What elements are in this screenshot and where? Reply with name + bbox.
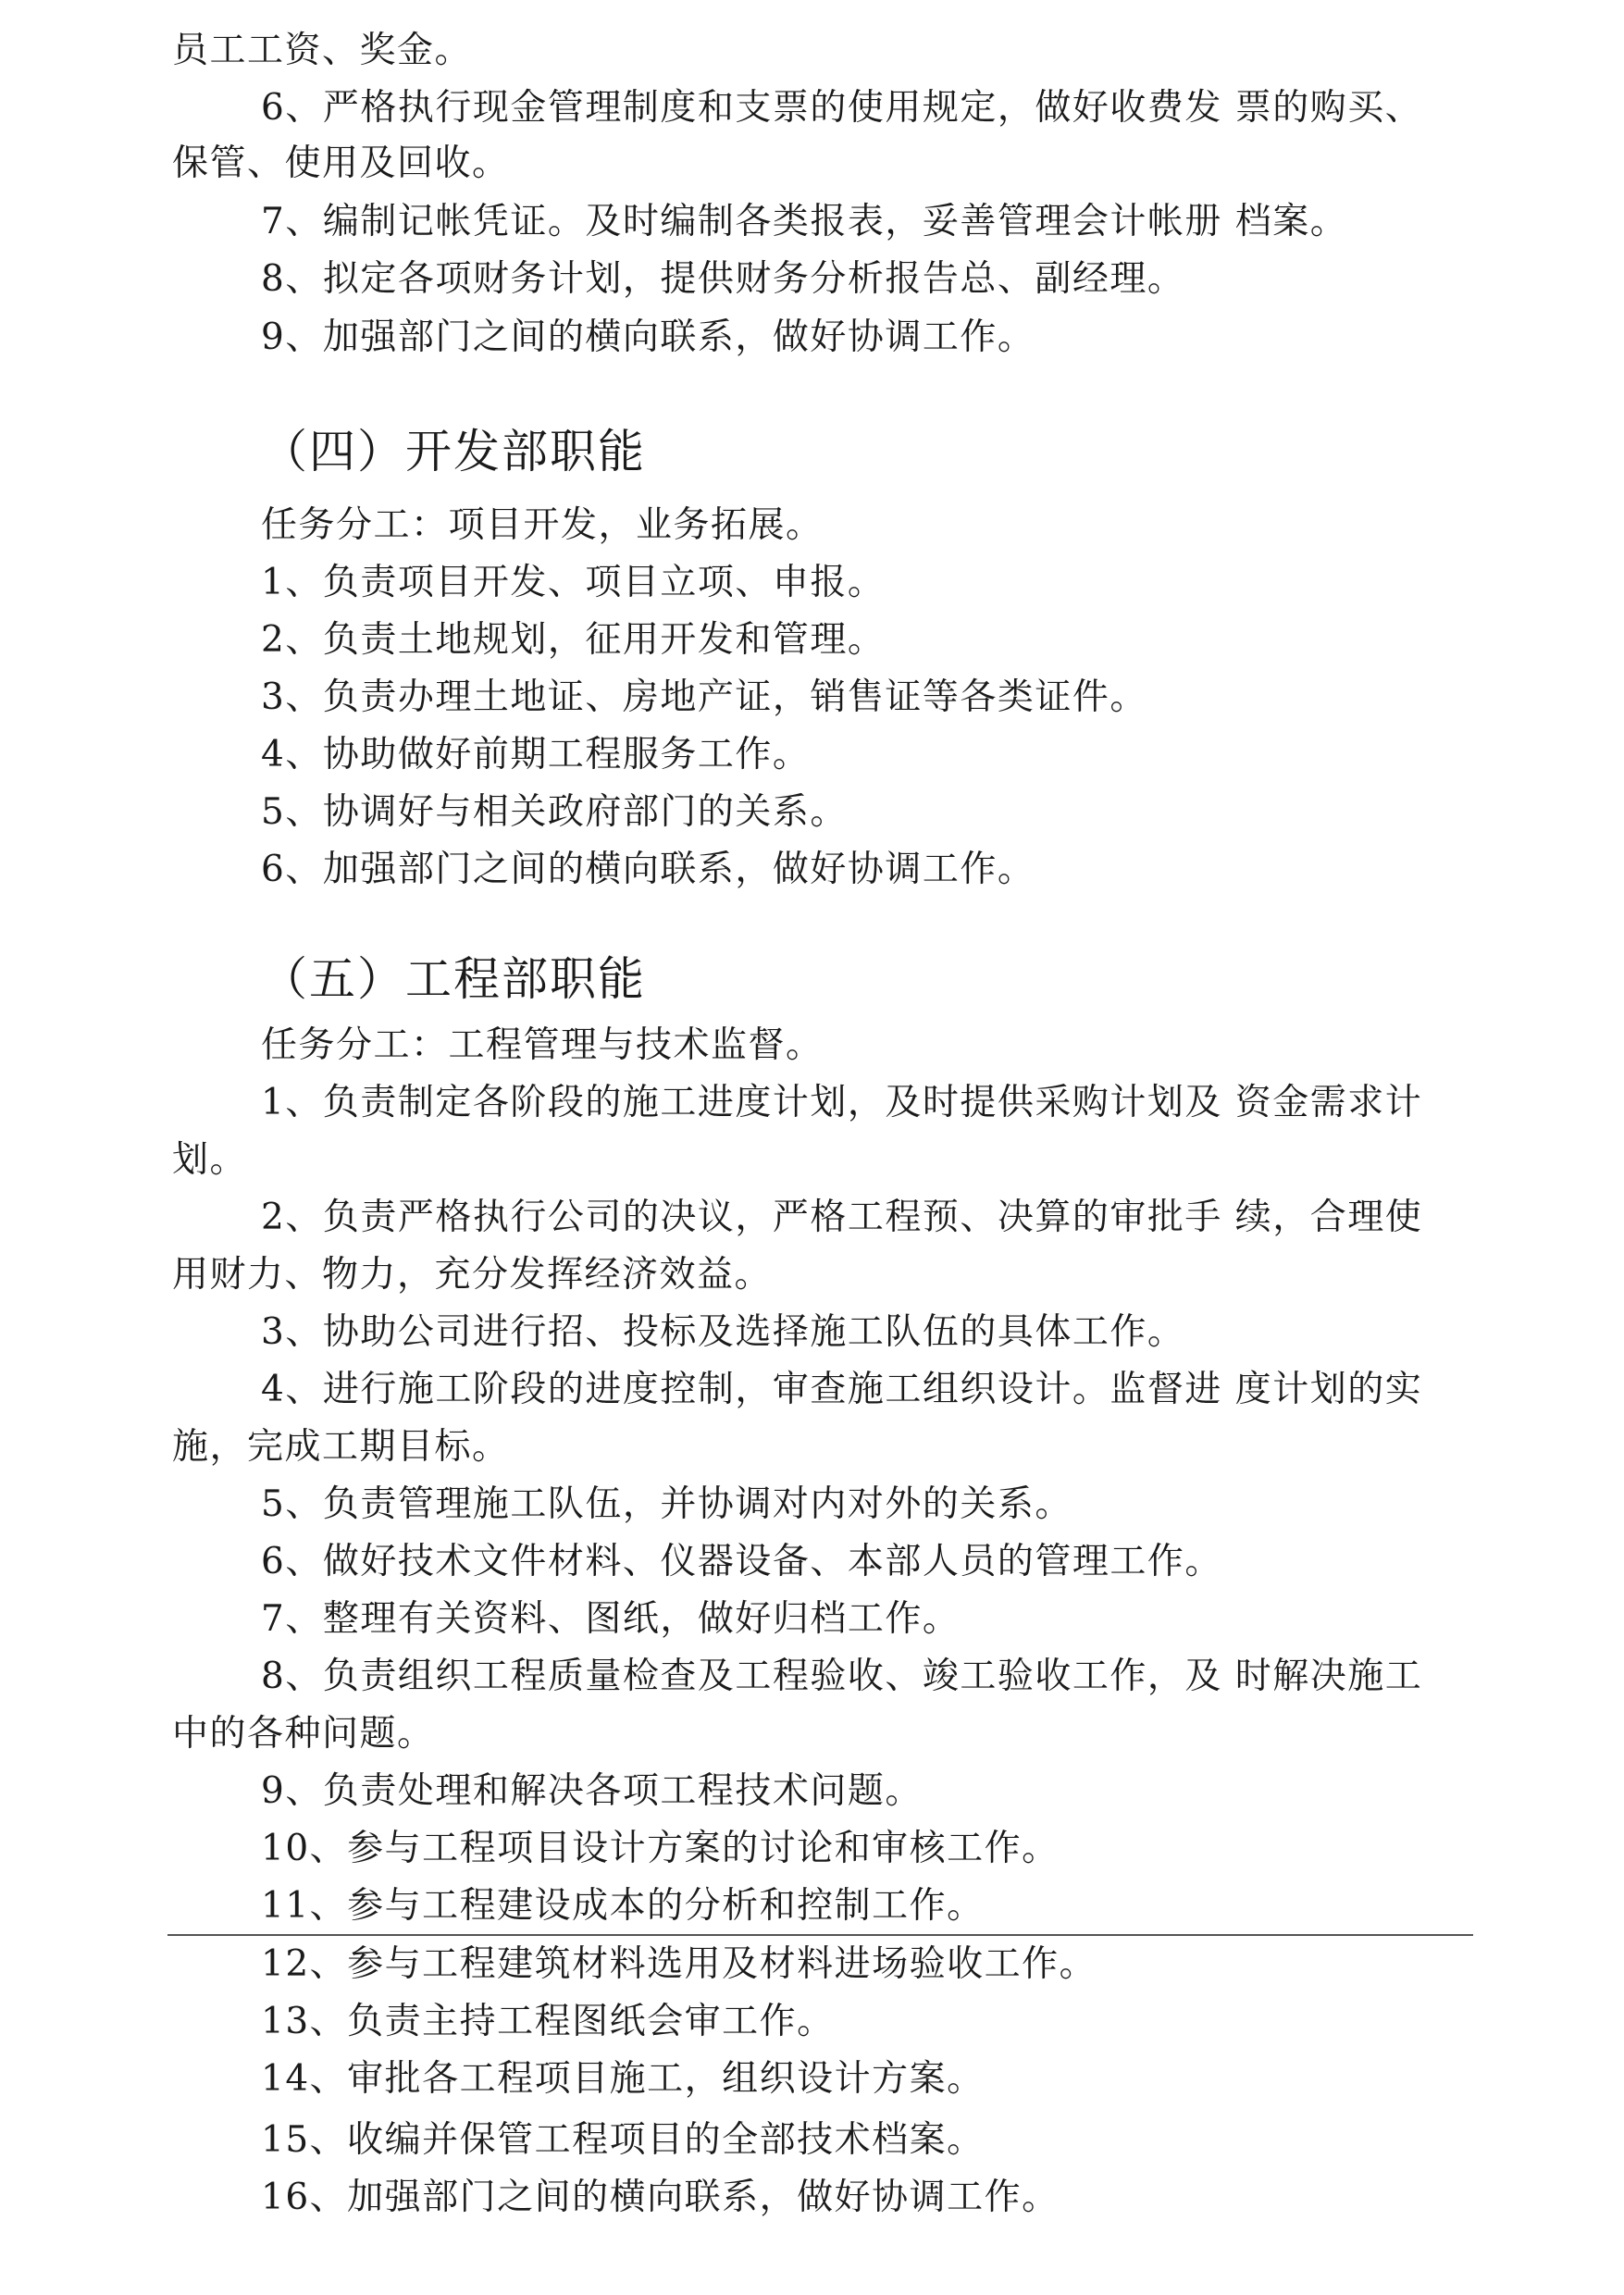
list-item: 11、参与工程建设成本的分析和控制工作。 [261, 1885, 985, 1927]
list-item: 13、负责主持工程图纸会审工作。 [261, 2001, 835, 2042]
task-line: 任务分工：工程管理与技术监督。 [261, 1024, 824, 1066]
list-item: 1、负责制定各阶段的施工进度计划，及时提供采购计划及 资金需求计 [261, 1082, 1423, 1123]
list-item: 8、负责组织工程质量检查及工程验收、竣工验收工作，及 时解决施工 [261, 1656, 1423, 1697]
list-item: 6、严格执行现金管理制度和支票的使用规定，做好收费发 票的购买、 [261, 87, 1423, 129]
list-item: 9、负责处理和解决各项工程技术问题。 [261, 1770, 923, 1812]
list-item: 12、参与工程建筑材料选用及材料进场验收工作。 [261, 1943, 1097, 1985]
list-item: 5、负责管理施工队伍，并协调对内对外的关系。 [261, 1483, 1072, 1525]
list-item: 6、加强部门之间的横向联系，做好协调工作。 [261, 849, 1035, 890]
text-line: 员工工资、奖金。 [172, 30, 473, 71]
list-item: 6、做好技术文件材料、仪器设备、本部人员的管理工作。 [261, 1541, 1222, 1582]
section-heading: （五）工程部职能 [261, 952, 646, 1006]
list-item: 2、负责严格执行公司的决议，严格工程预、决算的审批手 续，合理使 [261, 1197, 1423, 1238]
text-line: 保管、使用及回收。 [172, 143, 510, 184]
text-line: 中的各种问题。 [172, 1713, 435, 1755]
list-item: 8、拟定各项财务计划，提供财务分析报告总、副经理。 [261, 258, 1185, 300]
list-item: 14、审批各工程项目施工，组织设计方案。 [261, 2058, 985, 2100]
list-item: 1、负责项目开发、项目立项、申报。 [261, 562, 886, 603]
horizontal-divider [167, 1934, 1473, 1936]
list-item: 7、整理有关资料、图纸，做好归档工作。 [261, 1598, 961, 1640]
text-line: 施，完成工期目标。 [172, 1426, 510, 1468]
text-line: 划。 [172, 1139, 248, 1181]
task-line: 任务分工：项目开发，业务拓展。 [261, 504, 824, 546]
text-line: 用财力、物力，充分发挥经济效益。 [172, 1254, 773, 1296]
list-item: 3、负责办理土地证、房地产证，销售证等各类证件。 [261, 676, 1147, 718]
list-item: 5、协调好与相关政府部门的关系。 [261, 791, 848, 833]
list-item: 15、收编并保管工程项目的全部技术档案。 [261, 2119, 985, 2161]
list-item: 2、负责土地规划，征用开发和管理。 [261, 619, 886, 661]
list-item: 9、加强部门之间的横向联系，做好协调工作。 [261, 316, 1035, 358]
list-item: 16、加强部门之间的横向联系，做好协调工作。 [261, 2177, 1060, 2218]
section-heading: （四）开发部职能 [261, 425, 646, 478]
list-item: 7、编制记帐凭证。及时编制各类报表，妥善管理会计帐册 档案。 [261, 201, 1348, 242]
list-item: 4、协助做好前期工程服务工作。 [261, 734, 811, 775]
list-item: 3、协助公司进行招、投标及选择施工队伍的具体工作。 [261, 1311, 1185, 1353]
list-item: 4、进行施工阶段的进度控制，审查施工组织设计。监督进 度计划的实 [261, 1369, 1423, 1410]
list-item: 10、参与工程项目设计方案的讨论和审核工作。 [261, 1828, 1060, 1869]
